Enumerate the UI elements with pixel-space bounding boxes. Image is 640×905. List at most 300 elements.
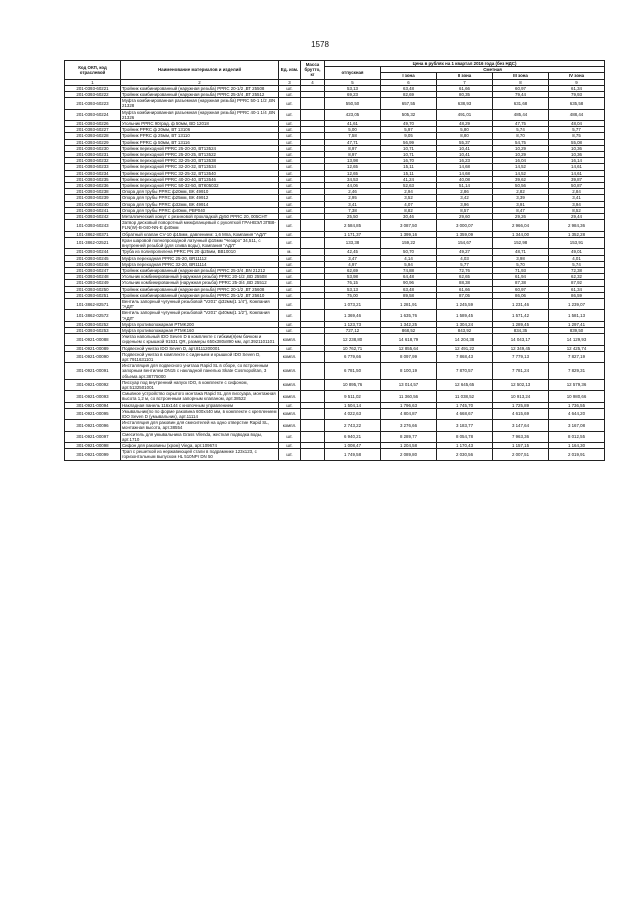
table-row [65, 420, 605, 431]
unit-cell: шт. [279, 214, 301, 220]
zone-price-cell: 14 129,93 [549, 334, 605, 345]
unit-cell: шт. [279, 152, 301, 158]
name-cell: Накладная панель 116х144 с кнопочным управлением [121, 402, 279, 408]
unit-cell: компл. [279, 351, 301, 362]
release-price-cell: 550,50 [325, 98, 381, 109]
zone-price-cell: 3,94 [549, 201, 605, 207]
name-cell: Тройник комбинированный (наружная резьба) PPRC 20-1/2 ,ВТ 25508 [121, 85, 279, 91]
release-price-cell: 4,97 [325, 261, 381, 267]
code-cell: 201-0393-60234 [65, 170, 121, 176]
zone-price-cell: 485,44 [493, 109, 549, 120]
zone-price-cell: 14,68 [437, 164, 493, 170]
zone-price-cell: 1 204,58 [381, 443, 437, 449]
name-cell: Тройник переходной PPRC 25-20-25, ВТ13522 [121, 152, 279, 158]
release-price-cell: 76,15 [325, 280, 381, 286]
name-cell: Тройник PPRC ф 25мм, ВТ 13110 [121, 133, 279, 139]
header-name: Наименование материалов и изделий [121, 61, 279, 80]
zone-price-cell: 7 963,36 [493, 431, 549, 442]
zone-price-cell: 16,04 [493, 158, 549, 164]
zone-price-cell: 48,29 [437, 121, 493, 127]
release-price-cell: 2 743,22 [325, 420, 381, 431]
zone-price-cell: 10,29 [493, 152, 549, 158]
zone-price-cell: 1 745,70 [437, 402, 493, 408]
zone-price-cell: 14,68 [437, 170, 493, 176]
unit-cell: шт. [279, 267, 301, 273]
name-cell: Обратный клапан CV-10 ф15мм, давлением: 1,6 Мпа, Компания "АДЛ" [121, 231, 279, 237]
release-price-cell: 6 940,21 [325, 431, 381, 442]
zone-price-cell: 1 170,43 [437, 443, 493, 449]
zone-price-cell: 12 502,13 [493, 379, 549, 390]
zone-price-cell: 159,22 [381, 237, 437, 248]
unit-cell: шт. [279, 261, 301, 267]
column-number: 7 [437, 79, 493, 85]
zone-price-cell: 54,75 [493, 139, 549, 145]
zone-price-cell: 10 913,24 [493, 391, 549, 402]
name-cell: Муфта комбинированная разъемная (наружная резьба) PPRC 40-1 1/4 ,BN 21326 [121, 109, 279, 120]
zone-price-cell: 2,94 [381, 189, 437, 195]
zone-price-cell: 1 581,13 [549, 310, 605, 321]
header-unit: Ед. изм. [279, 61, 301, 80]
zone-price-cell: 9,05 [381, 133, 437, 139]
zone-price-cell: 8,80 [437, 133, 493, 139]
name-cell: Тройник PPRC ф 50мм, ВТ 13116 [121, 139, 279, 145]
code-cell: 201-0393-60235 [65, 176, 121, 182]
name-cell: Тройник переходной PPRC 50-32-50, ВТК05032 [121, 183, 279, 189]
name-cell: Смеситель для умывальника Grass Vilenda, жесткая подводка воды, арт.1710 [121, 431, 279, 442]
zone-price-cell: 60,97 [493, 85, 549, 91]
code-cell: 301-0921-00093 [65, 391, 121, 402]
code-cell: 301-0921-00099 [65, 449, 121, 460]
zone-price-cell: 4 804,87 [381, 408, 437, 419]
zone-price-cell: 71,93 [493, 267, 549, 273]
code-cell: 201-0393-60222 [65, 92, 121, 98]
release-price-cell: 2 584,85 [325, 220, 381, 231]
release-price-cell: 6 779,66 [325, 351, 381, 362]
zone-price-cell: 638,93 [437, 98, 493, 109]
unit-cell: компл. [279, 363, 301, 380]
code-cell: 301-0921-00097 [65, 431, 121, 442]
name-cell: Муфта противопожарная PTMK200 [121, 321, 279, 327]
zone-price-cell: 11 360,56 [381, 391, 437, 402]
zone-price-cell: 10,36 [549, 145, 605, 151]
zone-price-cell: 16,14 [549, 158, 605, 164]
name-cell: Муфта переходная PPRC 32-20, BR11114 [121, 261, 279, 267]
mass-cell [301, 391, 325, 402]
table-row [65, 431, 605, 442]
zone-price-cell: 48,71 [493, 249, 549, 255]
unit-cell: шт. [279, 207, 301, 213]
release-price-cell: 1 369,46 [325, 310, 381, 321]
zone-price-cell: 1 304,24 [437, 321, 493, 327]
name-cell: Тройник переходной PPRC 32-20-32, ВТ13534 [121, 164, 279, 170]
zone-price-cell: 60,97 [493, 286, 549, 292]
zone-price-cell: 1 571,42 [493, 310, 549, 321]
zone-price-cell: 4,01 [549, 255, 605, 261]
unit-cell: шт. [279, 255, 301, 261]
code-cell: 301-0921-00098 [65, 443, 121, 449]
code-cell: 201-0393-60248 [65, 274, 121, 280]
zone-price-cell: 3 167,08 [549, 420, 605, 431]
zone-price-cell: 1 289,45 [493, 321, 549, 327]
zone-price-cell: 15,11 [381, 170, 437, 176]
zone-price-cell: 4 644,20 [549, 408, 605, 419]
unit-cell: шт. [279, 176, 301, 182]
name-cell: Подвесной унитаз в комплекте с сиденьем и крышкой IDO Seven D, арт.7911631101 [121, 351, 279, 362]
zone-price-cell: 843,92 [437, 327, 493, 333]
zone-price-cell: 1 736,55 [549, 402, 605, 408]
release-price-cell: 1 008,47 [325, 443, 381, 449]
column-number: 4 [301, 79, 325, 85]
zone-price-cell: 79,44 [493, 92, 549, 98]
zone-price-cell: 3,52 [381, 195, 437, 201]
header-zone4: IV зона [549, 73, 605, 79]
zone-price-cell: 2 966,04 [493, 220, 549, 231]
header-code: Код ОКП, код отраслевой [65, 61, 121, 80]
release-price-cell: 62,69 [325, 267, 381, 273]
unit-cell: компл. [279, 334, 301, 345]
name-cell: Писсуар под внутренний напуск IDO, в комплекте с сифоном, арт.5132501001 [121, 379, 279, 390]
zone-price-cell: 8,47 [493, 207, 549, 213]
name-cell: Сифон для раковины (хром) Viega, арт.109674 [121, 443, 279, 449]
zone-price-cell: 8,70 [493, 133, 549, 139]
name-cell: Угольник PPRC 90град. ф 50мм, BD 12018 [121, 121, 279, 127]
header-zone3: III зона [493, 73, 549, 79]
release-price-cell: 47,71 [325, 139, 381, 145]
zone-price-cell: 87,05 [437, 292, 493, 298]
zone-price-cell: 868,52 [381, 327, 437, 333]
release-price-cell: 53,98 [325, 274, 381, 280]
code-cell: 201-0393-60233 [65, 164, 121, 170]
unit-cell: шт. [279, 231, 301, 237]
zone-price-cell: 1 589,45 [437, 310, 493, 321]
release-price-cell: 423,05 [325, 109, 381, 120]
zone-price-cell: 8,82 [381, 207, 437, 213]
zone-price-cell: 39,87 [549, 176, 605, 182]
zone-price-cell: 5,97 [381, 127, 437, 133]
zone-price-cell: 4 615,69 [493, 408, 549, 419]
release-price-cell: 8,97 [325, 152, 381, 158]
mass-cell [301, 98, 325, 109]
name-cell: Металлический хомут с резиновой прокладкой Ду50 PPRC 20, 005CНТ [121, 214, 279, 220]
name-cell: Тройник комбинированный (наружная резьба) PPRC 25-3/4 ,ВТ 25512 [121, 92, 279, 98]
zone-price-cell: 56,99 [381, 139, 437, 145]
zone-price-cell: 1 399,16 [381, 231, 437, 237]
zone-price-cell: 40,08 [437, 176, 493, 182]
mass-cell [301, 310, 325, 321]
code-cell: 101-0393-60243 [65, 220, 121, 231]
name-cell: Умывальник(по по форме раковина 600х440 мм, в комплекте с креплением IDO Seven D (умывальник), арт.11114 [121, 408, 279, 419]
column-number: 5 [325, 79, 381, 85]
mass-cell [301, 220, 325, 231]
zone-price-cell: 14,52 [493, 164, 549, 170]
name-cell: Унитаз напольный IDO Seven D в комплекте с гибким(я)ем бачком и сиденьем с крышкой 91531 QR, размеры 650х380х890 мм, арт.3921101101 [121, 334, 279, 345]
release-price-cell: 13,98 [325, 158, 381, 164]
zone-price-cell: 50,87 [549, 183, 605, 189]
zone-price-cell: 4,14 [381, 255, 437, 261]
zone-price-cell: 29,44 [549, 214, 605, 220]
zone-price-cell: 16,70 [381, 158, 437, 164]
zone-price-cell: 29,60 [437, 214, 493, 220]
unit-cell: компл. [279, 408, 301, 419]
code-cell: 101-3862-82571 [65, 298, 121, 309]
zone-price-cell: 4,07 [381, 201, 437, 207]
unit-cell: шт. [279, 220, 301, 231]
mass-cell [301, 363, 325, 380]
release-price-cell: 53,13 [325, 85, 381, 91]
zone-price-cell: 29,26 [493, 214, 549, 220]
zone-price-cell: 14,61 [549, 164, 605, 170]
zone-price-cell: 64,48 [381, 274, 437, 280]
release-price-cell: 12,65 [325, 164, 381, 170]
zone-price-cell: 41,24 [381, 176, 437, 182]
zone-price-cell: 55,08 [549, 139, 605, 145]
name-cell: Смывное устройство скрытого монтажа Rapid SL для писсуара, монтажная высота 1,2 м, со встроенным запорным клапаном, арт.38522 [121, 391, 279, 402]
release-price-cell: 8,97 [325, 145, 381, 151]
zone-price-cell: 8,57 [437, 207, 493, 213]
unit-cell: компл. [279, 391, 301, 402]
zone-price-cell: 1 725,89 [493, 402, 549, 408]
header-price-group: Цена в рублях на 1 квартал 2016 года (без НДС) [325, 61, 605, 67]
name-cell: Тройник комбинированный (наружная резьба) PPRC 25-3/4 ,BN 21212 [121, 267, 279, 273]
zone-price-cell: 88,38 [437, 280, 493, 286]
code-cell: 301-0921-00091 [65, 363, 121, 380]
zone-price-cell: 5,74 [493, 127, 549, 133]
zone-price-cell: 10,36 [549, 152, 605, 158]
release-price-cell: 41,61 [325, 121, 381, 127]
zone-price-cell: 3,41 [549, 195, 605, 201]
zone-price-cell: 4 668,67 [437, 408, 493, 419]
unit-cell: шт. [279, 164, 301, 170]
table-row [65, 220, 605, 231]
zone-price-cell: 8,75 [549, 133, 605, 139]
name-cell: Затвор дисковый поворотный межфланцевый с рукояткой ГРАНВЭЛ ЗПВ8-FLN(W)-B-040-NN-E ф40мм [121, 220, 279, 231]
release-price-cell: 727,12 [325, 327, 381, 333]
mass-cell [301, 351, 325, 362]
release-price-cell: 44,06 [325, 183, 381, 189]
unit-cell: шт. [279, 92, 301, 98]
table-row [65, 298, 605, 309]
zone-price-cell: 86,59 [549, 292, 605, 298]
code-cell: 101-3862-02572 [65, 310, 121, 321]
zone-price-cell: 50,56 [493, 183, 549, 189]
unit-cell: шт. [279, 189, 301, 195]
zone-price-cell: 4,03 [437, 255, 493, 261]
zone-price-cell: 49,70 [381, 121, 437, 127]
name-cell: Опора для трубы PPRC ф25мм, BK 49912 [121, 195, 279, 201]
zone-price-cell: 61,94 [493, 274, 549, 280]
release-price-cell: 69,23 [325, 92, 381, 98]
unit-cell: шт. [279, 286, 301, 292]
zone-price-cell: 50,70 [381, 249, 437, 255]
zone-price-cell: 1 344,00 [493, 231, 549, 237]
unit-cell: шт. [279, 237, 301, 248]
release-price-cell: 1 749,58 [325, 449, 381, 460]
zone-price-cell: 80,35 [437, 92, 493, 98]
code-cell: 201-0393-60239 [65, 195, 121, 201]
header-release: отпускная [325, 67, 381, 79]
code-cell: 201-0393-60238 [65, 189, 121, 195]
release-price-cell: 10 762,71 [325, 345, 381, 351]
release-price-cell: 10 895,76 [325, 379, 381, 390]
zone-price-cell: 51,14 [437, 183, 493, 189]
release-price-cell: 3,47 [325, 255, 381, 261]
zone-price-cell: 12 579,36 [549, 379, 605, 390]
zone-price-cell: 14 043,17 [493, 334, 549, 345]
name-cell: Тройник переходной PPRC 25-20-20, ВТ13524 [121, 145, 279, 151]
unit-cell: компл. [279, 420, 301, 431]
zone-price-cell: 5,94 [381, 261, 437, 267]
code-cell: 201-0393-60229 [65, 139, 121, 145]
name-cell: Кран шаровой полнопроходной латунный ф15мм "Чезаро" 34,511, с внутренней резьбой (для слива воды), Компания "АДЛ" [121, 237, 279, 248]
release-price-cell: 5,00 [325, 127, 381, 133]
zone-price-cell: 10,71 [381, 145, 437, 151]
zone-price-cell: 12 425,74 [549, 345, 605, 351]
unit-cell: шт. [279, 139, 301, 145]
column-number: 9 [549, 79, 605, 85]
zone-price-cell: 15,11 [381, 164, 437, 170]
release-price-cell: 9 511,02 [325, 391, 381, 402]
column-number: 1 [65, 79, 121, 85]
unit-cell: шт. [279, 85, 301, 91]
header-zone2: II зона [437, 73, 493, 79]
zone-price-cell: 39,62 [493, 176, 549, 182]
zone-price-cell: 61,66 [437, 85, 493, 91]
unit-cell: шт. [279, 98, 301, 109]
code-cell: 201-0393-60246 [65, 261, 121, 267]
zone-price-cell: 49,27 [437, 249, 493, 255]
table-row [65, 379, 605, 390]
release-price-cell: 1 073,21 [325, 298, 381, 309]
unit-cell: шт. [279, 321, 301, 327]
zone-price-cell: 86,06 [493, 292, 549, 298]
zone-price-cell: 12 491,22 [437, 345, 493, 351]
unit-cell: шт. [279, 121, 301, 127]
name-cell: Инсталляция для раковин для смесителей на одно отверстие Rapid SL, монтажная высота, арт.38554 [121, 420, 279, 431]
zone-price-cell: 152,98 [493, 237, 549, 248]
zone-price-cell: 72,76 [437, 267, 493, 273]
unit-cell: шт. [279, 201, 301, 207]
release-price-cell: 75,00 [325, 292, 381, 298]
unit-cell: шт. [279, 327, 301, 333]
zone-price-cell: 55,37 [437, 139, 493, 145]
zone-price-cell: 12 645,65 [437, 379, 493, 390]
zone-price-cell: 2 007,51 [493, 449, 549, 460]
release-price-cell: 12,65 [325, 170, 381, 176]
unit-cell: шт. [279, 145, 301, 151]
unit-cell: шт. [279, 127, 301, 133]
unit-cell: шт. [279, 449, 301, 460]
zone-price-cell: 1 352,28 [549, 231, 605, 237]
page-number: 1578 [311, 40, 329, 49]
zone-price-cell: 10,41 [437, 152, 493, 158]
zone-price-cell: 7 779,13 [493, 351, 549, 362]
column-number: 6 [381, 79, 437, 85]
zone-price-cell: 14,61 [549, 170, 605, 176]
code-cell: 101-3862-02521 [65, 237, 121, 248]
zone-price-cell: 74,88 [381, 267, 437, 273]
zone-price-cell: 90,96 [381, 280, 437, 286]
zone-price-cell: 7 781,24 [493, 363, 549, 380]
unit-cell: компл. [279, 379, 301, 390]
zone-price-cell: 72,38 [549, 267, 605, 273]
table-row [65, 334, 605, 345]
zone-price-cell: 14 618,79 [381, 334, 437, 345]
zone-price-cell: 1 281,91 [381, 298, 437, 309]
zone-price-cell: 49,01 [549, 249, 605, 255]
name-cell: Опора для трубы PPRC ф20мм, BK 49910 [121, 189, 279, 195]
mass-cell [301, 298, 325, 309]
release-price-cell: 34,53 [325, 176, 381, 182]
zone-price-cell: 1 342,25 [381, 321, 437, 327]
release-price-cell: 7,58 [325, 133, 381, 139]
unit-cell: шт. [279, 274, 301, 280]
code-cell: 201-0393-60230 [65, 145, 121, 151]
zone-price-cell: 1 239,07 [549, 298, 605, 309]
code-cell: 201-0393-60245 [65, 255, 121, 261]
mass-cell [301, 431, 325, 442]
zone-price-cell: 505,32 [381, 109, 437, 120]
zone-price-cell: 491,01 [437, 109, 493, 120]
code-cell: 101-3862-80371 [65, 231, 121, 237]
zone-price-cell: 2,84 [549, 189, 605, 195]
zone-price-cell: 63,48 [381, 85, 437, 91]
zone-price-cell: 2 984,36 [549, 220, 605, 231]
zone-price-cell: 8 100,19 [381, 363, 437, 380]
zone-price-cell: 87,92 [549, 280, 605, 286]
zone-price-cell: 14,52 [493, 170, 549, 176]
code-cell: 201-0393-60240 [65, 201, 121, 207]
code-cell: 201-0393-60232 [65, 158, 121, 164]
zone-price-cell: 2 089,80 [381, 449, 437, 460]
code-cell: 301-0921-00090 [65, 351, 121, 362]
zone-price-cell: 3 000,07 [437, 220, 493, 231]
unit-cell: м. [279, 249, 301, 255]
code-cell: 201-0393-60251 [65, 292, 121, 298]
name-cell: Инсталляция для подвесного унитаза Rapid SL в сборе, со встроенным запорным вентилем DN15 с накладной панелью Skate Cosmopolitan, 3 объема арт.38775000 [121, 363, 279, 380]
zone-price-cell: 1 635,76 [381, 310, 437, 321]
zone-price-cell: 2 030,56 [437, 449, 493, 460]
zone-price-cell: 63,48 [381, 286, 437, 292]
zone-price-cell: 7 870,57 [437, 363, 493, 380]
code-cell: 201-0393-60221 [65, 85, 121, 91]
name-cell: Труба из полипропилена PPRC PN 20 ф25мм, BB10010 [121, 249, 279, 255]
name-cell: Угольник комбинированный (наружная резьба) PPRC 25-3/4 ,BD 25512 [121, 280, 279, 286]
code-cell: 201-0393-60227 [65, 127, 121, 133]
zone-price-cell: 10,71 [381, 152, 437, 158]
release-price-cell: 1 504,14 [325, 402, 381, 408]
release-price-cell: 6 781,50 [325, 363, 381, 380]
header-estimate: Сметная [381, 67, 605, 73]
zone-price-cell: 631,68 [493, 98, 549, 109]
zone-price-cell: 52,63 [381, 183, 437, 189]
zone-price-cell: 1 164,30 [549, 443, 605, 449]
zone-price-cell: 7 868,43 [437, 351, 493, 362]
column-number: 3 [279, 79, 301, 85]
header-zone1: I зона [381, 73, 437, 79]
release-price-cell: 2,46 [325, 189, 381, 195]
zone-price-cell: 8,52 [549, 207, 605, 213]
zone-price-cell: 1 796,63 [381, 402, 437, 408]
code-cell: 301-0921-00095 [65, 408, 121, 419]
name-cell: Подвесной унитаз IDO Seven D, арт.8111200001 [121, 345, 279, 351]
zone-price-cell: 62,65 [437, 274, 493, 280]
name-cell: Опора для трубы PPRC ф32мм, BK 49914 [121, 201, 279, 207]
zone-price-cell: 62,32 [549, 274, 605, 280]
zone-price-cell: 61,66 [437, 286, 493, 292]
code-cell: 201-0393-60253 [65, 327, 121, 333]
name-cell: Муфта комбинированная разъемная (наружная резьба) PPRC 50-1 1/2 ,BN 21328 [121, 98, 279, 109]
zone-price-cell: 2,86 [437, 189, 493, 195]
